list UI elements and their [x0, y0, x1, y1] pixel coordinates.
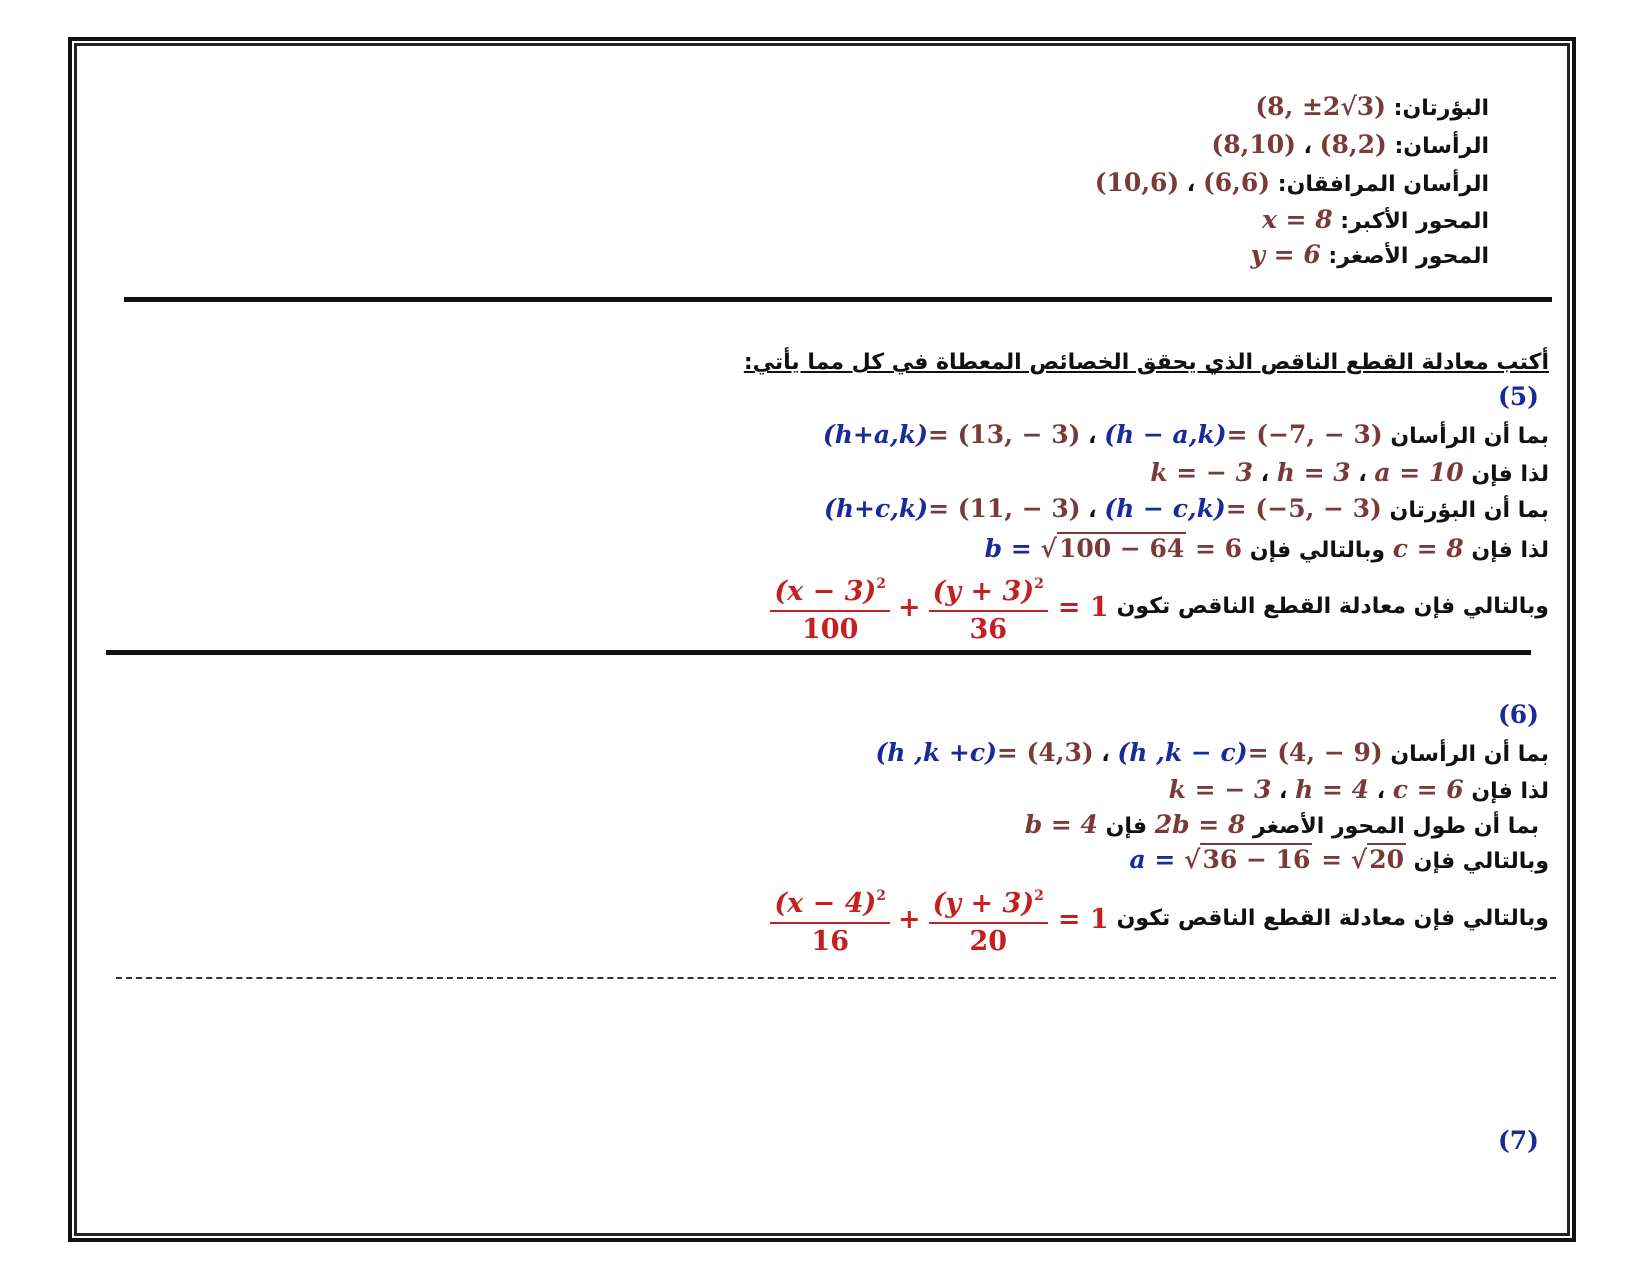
minor-axis-value: y = 6	[1250, 240, 1321, 269]
vertices-value-2: (8,2)	[1319, 130, 1387, 159]
numerator-text: (y + 3)	[932, 888, 1035, 919]
vertices-line	[1211, 130, 1489, 162]
fraction-numerator	[929, 880, 1048, 924]
p6-minor-axis-text: بما أن طول المحور الأصغر	[1253, 814, 1539, 839]
separator: ،	[1088, 498, 1097, 523]
vertices-label: الرأسان:	[1394, 134, 1489, 159]
foci-value: (8, ±2√3)	[1255, 92, 1386, 121]
p6-b-value: b = 4	[1024, 810, 1098, 839]
p6-equation	[770, 880, 1108, 958]
p6-h-value: h = 4	[1295, 775, 1370, 804]
instruction: أكتب معادلة القطع الناقص الذي يحقق الخصائص المعطاة في كل مما يأتي:	[743, 350, 1549, 375]
plus-sign: +	[898, 591, 921, 623]
p5-line-4	[985, 534, 1549, 566]
covertices-value-1: (10,6)	[1094, 168, 1180, 197]
p6-a-label: a =	[1129, 845, 1185, 874]
p6-equation-text: وبالتالي فإن معادلة القطع الناقص تكون	[1116, 906, 1549, 931]
fraction-numerator	[770, 880, 890, 924]
major-axis-value: x = 8	[1261, 205, 1333, 234]
p5-expr: (h+c,k)	[824, 494, 929, 523]
major-axis-label: المحور الأكبر:	[1340, 209, 1489, 234]
fraction-denominator: 20	[969, 926, 1008, 957]
p6-a-expression: a = √36 − 16 = √20	[1129, 845, 1404, 874]
p5-line-3	[824, 494, 1549, 526]
separator: ،	[1358, 462, 1367, 487]
p6-line-3	[1025, 810, 1539, 842]
foci-label: البؤرتان:	[1393, 96, 1489, 121]
problem-7-number	[1498, 1126, 1539, 1158]
p5-h-value: h = 3	[1276, 458, 1351, 487]
p5-a-value: a = 10	[1374, 458, 1464, 487]
separator: ،	[1279, 779, 1288, 804]
p6-expr: (h ,k − c)	[1117, 738, 1248, 767]
p5-line-1	[823, 420, 1549, 452]
separator: ،	[1303, 134, 1312, 159]
p6-expr: (h ,k +c)	[875, 738, 997, 767]
dashed-divider	[116, 977, 1556, 979]
p5-equation-text: وبالتالي فإن معادلة القطع الناقص تكون	[1116, 594, 1549, 619]
p6-line-2	[1169, 775, 1549, 807]
p5-value: = (11, − 3)	[928, 494, 1081, 523]
p5-b-result: = 6	[1186, 534, 1243, 563]
p5-equation	[770, 568, 1108, 646]
section-divider-2	[106, 650, 1531, 655]
covertices-label: الرأسان المرافقان:	[1277, 172, 1489, 197]
p5-value: = (−7, − 3)	[1226, 420, 1383, 449]
minor-axis-line	[1250, 240, 1489, 272]
major-axis-line	[1262, 205, 1489, 237]
p5-fraction-2	[929, 568, 1048, 646]
p6-sqrt-result: 20	[1369, 845, 1404, 874]
exponent: 2	[1034, 576, 1044, 592]
p5-sqrt-content: 100 − 64	[1058, 534, 1185, 563]
numerator-text: (x − 4)	[774, 888, 877, 919]
p6-2b-value: 2b = 8	[1154, 810, 1246, 839]
p5-hence-text: وبالتالي فإن	[1249, 538, 1386, 563]
minor-axis-label: المحور الأصغر:	[1328, 244, 1489, 269]
p6-hence-text: وبالتالي فإن	[1413, 849, 1549, 874]
problem-6-number	[1498, 700, 1539, 732]
p5-value: = (13, − 3)	[927, 420, 1081, 449]
p6-vertices-text: بما أن الرأسان	[1390, 742, 1549, 767]
covertices-value-2: (6,6)	[1202, 168, 1271, 197]
separator: ،	[1376, 779, 1386, 804]
p5-k-value: k = − 3	[1150, 458, 1254, 487]
problem-number: (6)	[1497, 700, 1539, 729]
problem-number: (5)	[1497, 382, 1539, 411]
problem-number: (7)	[1497, 1126, 1539, 1155]
p6-therefore-text: لذا فإن	[1471, 779, 1549, 804]
exponent: 2	[876, 576, 887, 592]
p5-b-expression: b = √100 − 64 = 6	[984, 534, 1243, 563]
exponent: 2	[1034, 888, 1044, 904]
p6-fraction-1	[770, 880, 890, 958]
p6-value: = (4,3)	[996, 738, 1094, 767]
p6-c-value: c = 6	[1392, 775, 1464, 804]
plus-sign: +	[898, 903, 921, 935]
p5-line-2	[1150, 458, 1549, 490]
equals-one: = 1	[1057, 903, 1109, 935]
separator: ،	[1260, 462, 1270, 487]
p5-expr: (h − a,k)	[1104, 420, 1227, 449]
p5-foci-text: بما أن البؤرتان	[1389, 498, 1549, 523]
covertices-line	[1095, 168, 1489, 200]
fraction-numerator	[929, 568, 1048, 612]
exponent: 2	[876, 888, 887, 904]
numerator-text: (y + 3)	[932, 576, 1035, 607]
p5-expr: (h − c,k)	[1104, 494, 1226, 523]
p6-sqrt-content: 36 − 16	[1202, 845, 1311, 874]
fraction-denominator: 100	[802, 614, 859, 645]
p5-b-label: b =	[984, 534, 1041, 563]
fraction-denominator: 16	[811, 926, 849, 957]
p5-therefore-text: لذا فإن	[1471, 462, 1549, 487]
section-divider-1	[124, 297, 1552, 302]
p5-equation-line	[770, 568, 1549, 646]
p6-then-text: فإن	[1105, 814, 1148, 839]
p6-equals: =	[1312, 845, 1351, 874]
vertices-value-1: (8,10)	[1211, 130, 1296, 159]
p6-line-1	[875, 738, 1549, 770]
p5-fraction-1	[770, 568, 890, 646]
separator: ،	[1186, 172, 1196, 197]
fraction-denominator: 36	[969, 614, 1008, 645]
equals-one: = 1	[1057, 591, 1109, 623]
fraction-numerator	[770, 568, 890, 612]
p5-vertices-text: بما أن الرأسان	[1390, 424, 1549, 449]
p6-equation-line	[770, 880, 1549, 958]
numerator-text: (x − 3)	[774, 576, 877, 607]
separator: ،	[1088, 424, 1097, 449]
p5-expr: (h+a,k)	[822, 420, 928, 449]
foci-line	[1255, 92, 1489, 124]
separator: ،	[1101, 742, 1110, 767]
p5-c-value: c = 8	[1392, 534, 1464, 563]
p6-line-4	[1129, 845, 1549, 877]
problem-5-number	[1498, 382, 1539, 414]
p6-k-value: k = − 3	[1168, 775, 1272, 804]
p5-value: = (−5, − 3)	[1225, 494, 1382, 523]
p5-therefore-text: لذا فإن	[1471, 538, 1549, 563]
p6-value: = (4, − 9)	[1247, 738, 1383, 767]
p6-fraction-2	[929, 880, 1048, 958]
